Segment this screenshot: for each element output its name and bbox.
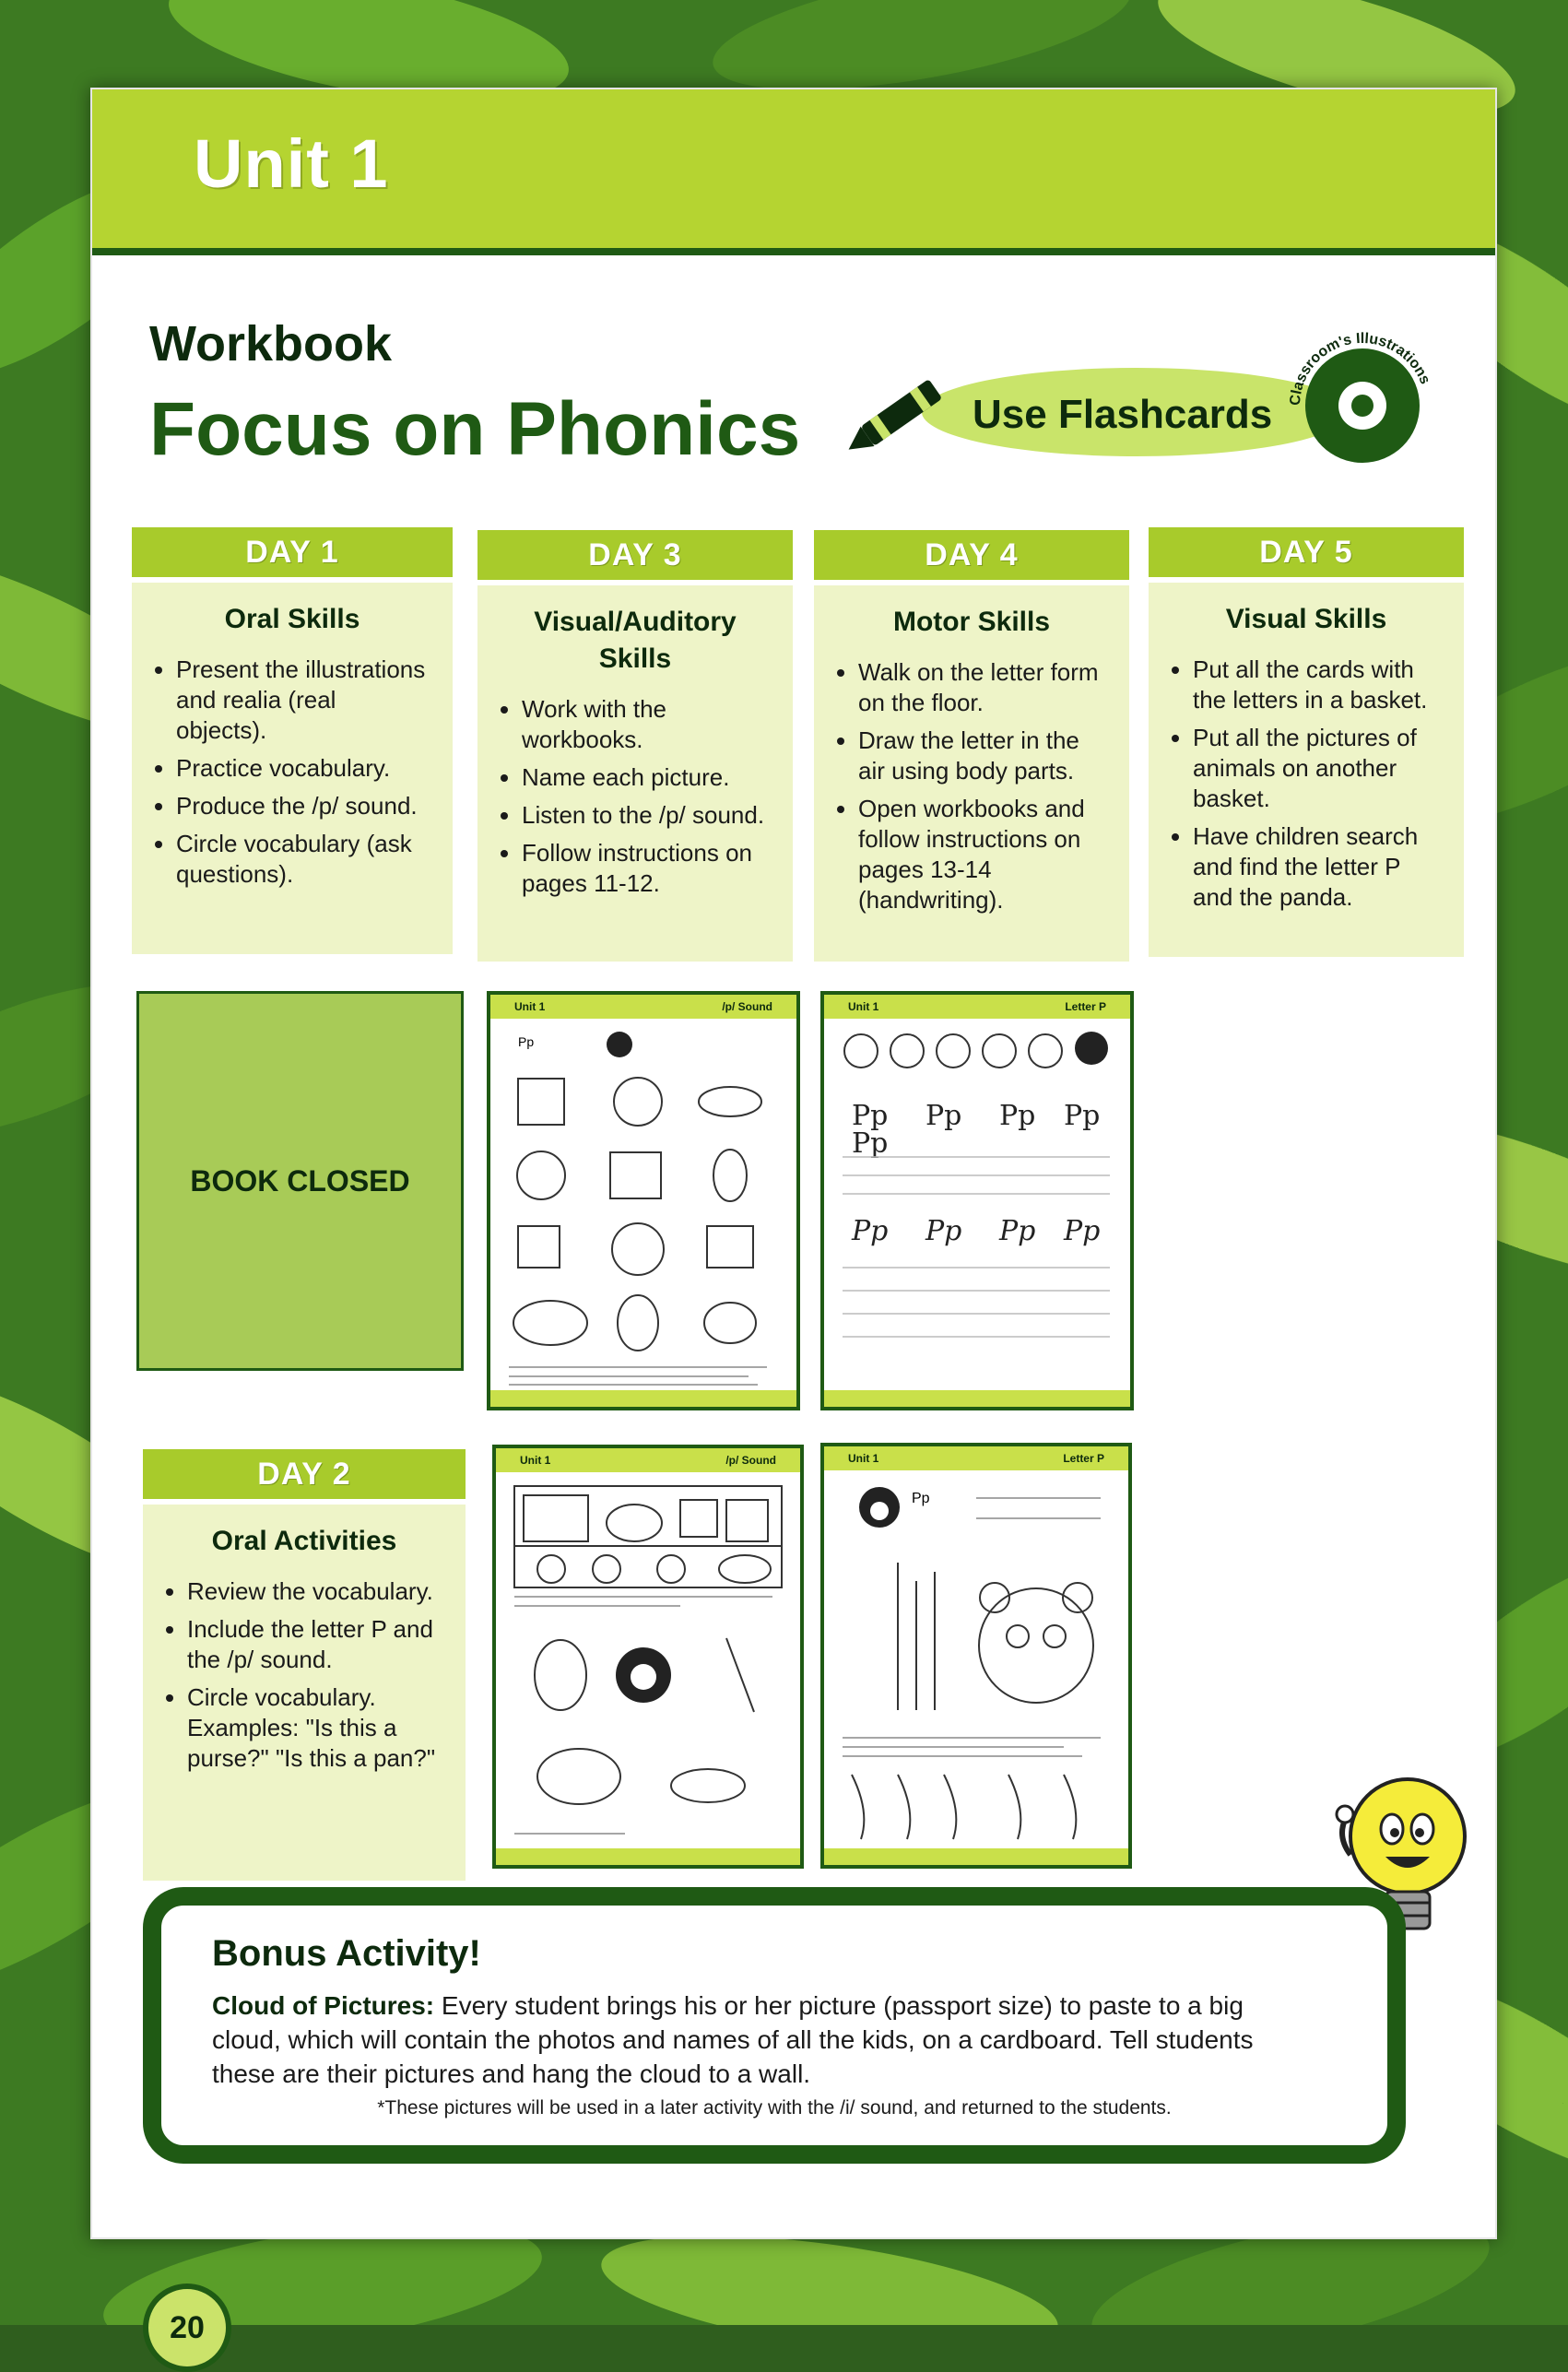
- day-4-item: • Draw the letter in the air using body parts.: [858, 726, 1109, 786]
- day-1-item: • Produce the /p/ sound.: [176, 791, 432, 821]
- cd-icon: [1281, 325, 1443, 486]
- thumb-topic-label: /p/ Sound: [722, 1000, 772, 1013]
- day-5-item: • Have children search and find the letter P and the panda.: [1193, 821, 1444, 913]
- day-4-header: DAY 4: [814, 530, 1129, 580]
- bonus-activity-box: [143, 1887, 1406, 2164]
- day-4-item: • Walk on the letter form on the floor.: [858, 657, 1109, 718]
- day-3-item: • Follow instructions on pages 11-12.: [522, 838, 772, 899]
- day-1-body: [132, 583, 453, 954]
- bonus-description: [212, 1988, 1318, 2091]
- thumb-unit-label: Unit 1: [848, 1452, 879, 1465]
- svg-text:Pp: Pp: [999, 1100, 1036, 1132]
- svg-text:Pp: Pp: [1064, 1215, 1101, 1247]
- workbook-page: [90, 88, 1497, 2345]
- bonus-lead: Cloud of Pictures:: [212, 1991, 435, 2020]
- day-1-item: • Circle vocabulary (ask questions).: [176, 829, 432, 890]
- day-2-item: • Include the letter P and the /p/ sound.: [187, 1614, 445, 1675]
- day-3-item: • Name each picture.: [522, 762, 772, 793]
- day-2-item: • Circle vocabulary. Examples: "Is this a purse?" "Is this a pan?": [187, 1682, 445, 1774]
- svg-text:Pp: Pp: [925, 1100, 962, 1132]
- thumb-unit-label: Unit 1: [514, 1000, 546, 1013]
- thumb-unit-label: Unit 1: [848, 1000, 879, 1013]
- unit-title: Unit 1: [194, 125, 389, 202]
- flashcards-label: Use Flashcards: [973, 392, 1273, 437]
- thumb-topic-label: /p/ Sound: [725, 1454, 776, 1467]
- day-2-skill: Oral Activities: [211, 1526, 397, 1556]
- day-5-header: DAY 5: [1149, 527, 1464, 577]
- bonus-title: Bonus Activity!: [212, 1933, 481, 1974]
- book-closed-panel: [136, 991, 464, 1371]
- bonus-body: Every student brings his or her picture (passport size) to paste to a big cloud, which will contain the photos and names of all the kids, on a cardboard. Tell students these are their pictures and hang the cloud to a wall.: [212, 1991, 1254, 2088]
- day-1-skill: Oral Skills: [224, 604, 360, 634]
- panda-art-illustration: [824, 1470, 1128, 1850]
- day-5-body: [1149, 583, 1464, 957]
- day-5-item: • Put all the cards with the letters in a basket.: [1193, 655, 1444, 715]
- svg-text:Pp: Pp: [852, 1215, 889, 1247]
- picture-grid-illustration: [490, 1019, 796, 1387]
- svg-text:Pp: Pp: [518, 1034, 535, 1049]
- day-5-item: • Put all the pictures of animals on another basket.: [1193, 723, 1444, 814]
- day-2-body: [143, 1505, 466, 1881]
- day-2-item: • Review the vocabulary.: [187, 1576, 445, 1607]
- day-1-item: • Present the illustrations and realia (real objects).: [176, 655, 432, 746]
- day-3-body: [477, 585, 793, 962]
- book-closed-label: BOOK CLOSED: [190, 1164, 410, 1198]
- day-3-item: • Listen to the /p/ sound.: [522, 800, 772, 831]
- day-1-header: DAY 1: [132, 527, 453, 577]
- workbook-thumbnail-p14: [820, 1443, 1132, 1869]
- thumb-topic-label: Letter P: [1065, 1000, 1106, 1013]
- svg-text:Pp: Pp: [912, 1491, 930, 1506]
- day-2-header: DAY 2: [143, 1449, 466, 1499]
- day-3-item: • Work with the workbooks.: [522, 694, 772, 755]
- page-number: 20: [143, 2283, 231, 2372]
- day-3-skill: Visual/Auditory Skills: [534, 607, 737, 674]
- flashcards-badge: [834, 330, 1443, 477]
- cd-label: Classroom's Illustrations: [1287, 330, 1433, 407]
- thumb-topic-label: Letter P: [1063, 1452, 1104, 1465]
- svg-text:Pp: Pp: [1064, 1100, 1101, 1132]
- day-1-item: • Practice vocabulary.: [176, 753, 432, 784]
- day-4-body: [814, 585, 1129, 962]
- page-title: Focus on Phonics: [149, 387, 801, 471]
- scene-illustration: [496, 1472, 800, 1850]
- workbook-thumbnail-p13: [820, 991, 1134, 1410]
- bonus-footnote: *These pictures will be used in a later activity with the /i/ sound, and returned to the students.: [377, 2097, 1172, 2118]
- thumb-unit-label: Unit 1: [520, 1454, 551, 1467]
- workbook-label: Workbook: [149, 316, 393, 372]
- day-4-skill: Motor Skills: [892, 607, 1051, 637]
- unit-header-bar: [92, 89, 1495, 255]
- day-2-column: [143, 1449, 466, 1881]
- crayon-icon: [834, 366, 963, 467]
- handwriting-illustration: [824, 1019, 1130, 1387]
- workbook-thumbnail-p12: [492, 1445, 804, 1869]
- day-1-column: [132, 527, 453, 954]
- svg-text:Pp: Pp: [925, 1215, 962, 1247]
- day-5-column: [1149, 527, 1464, 957]
- day-3-column: [477, 530, 793, 962]
- day-3-header: DAY 3: [477, 530, 793, 580]
- svg-text:Pp: Pp: [852, 1127, 889, 1160]
- svg-text:Pp: Pp: [852, 1100, 889, 1132]
- day-4-item: • Open workbooks and follow instructions on pages 13-14 (handwriting).: [858, 794, 1109, 915]
- svg-text:Pp: Pp: [999, 1215, 1036, 1247]
- workbook-thumbnail-p11: [487, 991, 800, 1410]
- day-5-skill: Visual Skills: [1225, 604, 1387, 634]
- day-4-column: [814, 530, 1129, 962]
